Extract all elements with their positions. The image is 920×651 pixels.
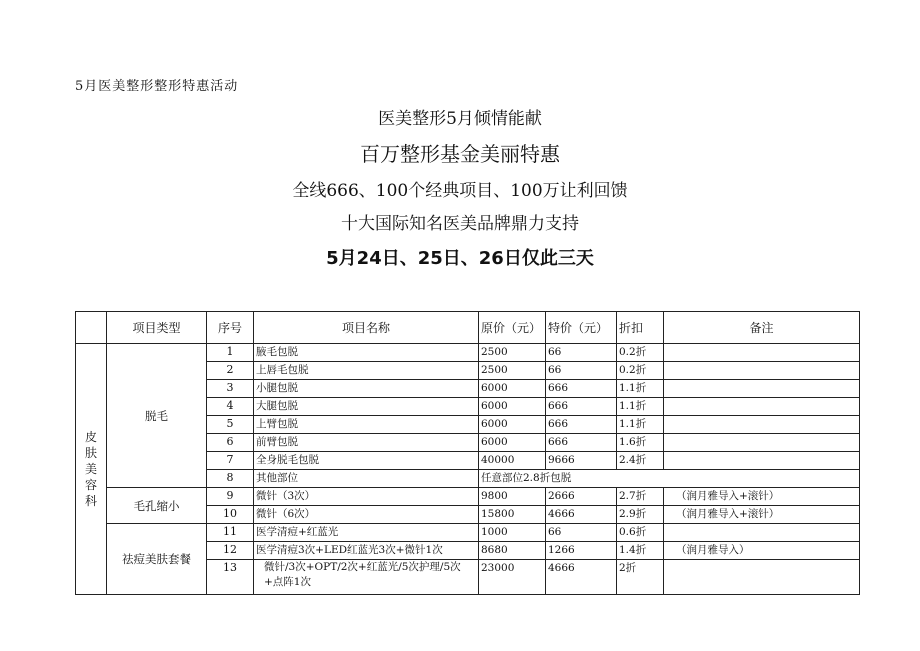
row-name: 其他部位 bbox=[254, 470, 479, 488]
row-name: 前臂包脱 bbox=[254, 434, 479, 452]
row-special-price: 66 bbox=[546, 362, 617, 380]
row-special-price: 666 bbox=[546, 380, 617, 398]
row-no: 7 bbox=[207, 452, 254, 470]
row-name: 医学清痘3次+LED红蓝光3次+微针1次 bbox=[254, 542, 479, 560]
row-name: 小腿包脱 bbox=[254, 380, 479, 398]
row-orig-price: 23000 bbox=[479, 560, 546, 595]
row-no: 2 bbox=[207, 362, 254, 380]
row-no: 13 bbox=[207, 560, 254, 595]
row-discount: 0.6折 bbox=[617, 524, 664, 542]
row-remark bbox=[664, 560, 860, 595]
row-remark: （润月雅导入+滚针） bbox=[664, 488, 860, 506]
row-remark: （润月雅导入+滚针） bbox=[664, 506, 860, 524]
table-row bbox=[76, 488, 860, 506]
header-type: 项目类型 bbox=[107, 312, 207, 344]
table-header-row bbox=[76, 312, 860, 344]
title-line-4: 十大国际知名医美品牌鼎力支持 bbox=[341, 214, 579, 234]
row-special-price: 4666 bbox=[546, 506, 617, 524]
row-orig-price: 1000 bbox=[479, 524, 546, 542]
row-no: 9 bbox=[207, 488, 254, 506]
row-orig-price: 6000 bbox=[479, 398, 546, 416]
row-no: 1 bbox=[207, 344, 254, 362]
header-blank bbox=[76, 312, 107, 344]
row-name: 医学清痘+红蓝光 bbox=[254, 524, 479, 542]
row-remark bbox=[664, 416, 860, 434]
row-special-price: 4666 bbox=[546, 560, 617, 595]
row-discount: 1.6折 bbox=[617, 434, 664, 452]
title-dates: 5月24日、25日、26日仅此三天 bbox=[326, 248, 594, 269]
header-orig-price: 原价（元） bbox=[479, 312, 546, 344]
title-line-2: 百万整形基金美丽特惠 bbox=[360, 142, 560, 166]
row-no: 4 bbox=[207, 398, 254, 416]
row-name: 上臂包脱 bbox=[254, 416, 479, 434]
document-subject: 5月医美整形整形特惠活动 bbox=[75, 79, 239, 94]
row-no: 10 bbox=[207, 506, 254, 524]
row-remark bbox=[664, 380, 860, 398]
table-row bbox=[76, 344, 860, 362]
row-remark bbox=[664, 398, 860, 416]
row-special-price: 2666 bbox=[546, 488, 617, 506]
row-special-price: 9666 bbox=[546, 452, 617, 470]
row-name: 大腿包脱 bbox=[254, 398, 479, 416]
row-special-price: 666 bbox=[546, 416, 617, 434]
row-orig-price: 2500 bbox=[479, 344, 546, 362]
header-discount: 折扣 bbox=[617, 312, 664, 344]
row-discount: 1.1折 bbox=[617, 416, 664, 434]
header-special-price: 特价（元） bbox=[546, 312, 617, 344]
row-no: 5 bbox=[207, 416, 254, 434]
row-special-price: 66 bbox=[546, 524, 617, 542]
category-skin-beauty: 皮 肤 美 容 科 bbox=[76, 344, 107, 595]
price-table bbox=[75, 311, 860, 595]
table-row bbox=[76, 524, 860, 542]
row-no: 3 bbox=[207, 380, 254, 398]
row-discount: 0.2折 bbox=[617, 344, 664, 362]
row-orig-price: 15800 bbox=[479, 506, 546, 524]
header-name: 项目名称 bbox=[254, 312, 479, 344]
row-special-price: 666 bbox=[546, 434, 617, 452]
row-remark: （润月雅导入） bbox=[664, 542, 860, 560]
row-no: 11 bbox=[207, 524, 254, 542]
header-no: 序号 bbox=[207, 312, 254, 344]
title-line-3: 全线666、100个经典项目、100万让利回馈 bbox=[292, 181, 628, 201]
row-remark bbox=[664, 524, 860, 542]
row-no: 12 bbox=[207, 542, 254, 560]
row-remark bbox=[664, 434, 860, 452]
group-acne-package: 祛痘美肤套餐 bbox=[107, 524, 207, 595]
row-discount: 1.1折 bbox=[617, 380, 664, 398]
row-discount: 2.7折 bbox=[617, 488, 664, 506]
row-name: 微针/3次+OPT/2次+红蓝光/5次护理/5次+点阵1次 bbox=[254, 560, 479, 595]
row-name: 腋毛包脱 bbox=[254, 344, 479, 362]
row-remark bbox=[664, 362, 860, 380]
row-discount: 2.4折 bbox=[617, 452, 664, 470]
row-discount: 1.1折 bbox=[617, 398, 664, 416]
row-orig-price: 2500 bbox=[479, 362, 546, 380]
header-remark: 备注 bbox=[664, 312, 860, 344]
row-discount: 0.2折 bbox=[617, 362, 664, 380]
row-name: 微针（3次） bbox=[254, 488, 479, 506]
row-orig-price: 6000 bbox=[479, 380, 546, 398]
group-pore-shrink: 毛孔缩小 bbox=[107, 488, 207, 524]
row-discount: 2.9折 bbox=[617, 506, 664, 524]
row-name: 微针（6次） bbox=[254, 506, 479, 524]
row-name: 上唇毛包脱 bbox=[254, 362, 479, 380]
row-discount: 2折 bbox=[617, 560, 664, 595]
row-no: 8 bbox=[207, 470, 254, 488]
row-orig-price: 6000 bbox=[479, 434, 546, 452]
row-orig-price: 40000 bbox=[479, 452, 546, 470]
row-remark bbox=[664, 452, 860, 470]
title-line-1: 医美整形5月倾情能献 bbox=[378, 109, 542, 129]
row-merged-note: 任意部位2.8折包脱 bbox=[479, 470, 860, 488]
row-name: 全身脱毛包脱 bbox=[254, 452, 479, 470]
row-special-price: 666 bbox=[546, 398, 617, 416]
row-no: 6 bbox=[207, 434, 254, 452]
group-hair-removal: 脱毛 bbox=[107, 344, 207, 488]
row-discount: 1.4折 bbox=[617, 542, 664, 560]
row-orig-price: 9800 bbox=[479, 488, 546, 506]
row-orig-price: 6000 bbox=[479, 416, 546, 434]
row-special-price: 1266 bbox=[546, 542, 617, 560]
row-remark bbox=[664, 344, 860, 362]
row-orig-price: 8680 bbox=[479, 542, 546, 560]
row-special-price: 66 bbox=[546, 344, 617, 362]
